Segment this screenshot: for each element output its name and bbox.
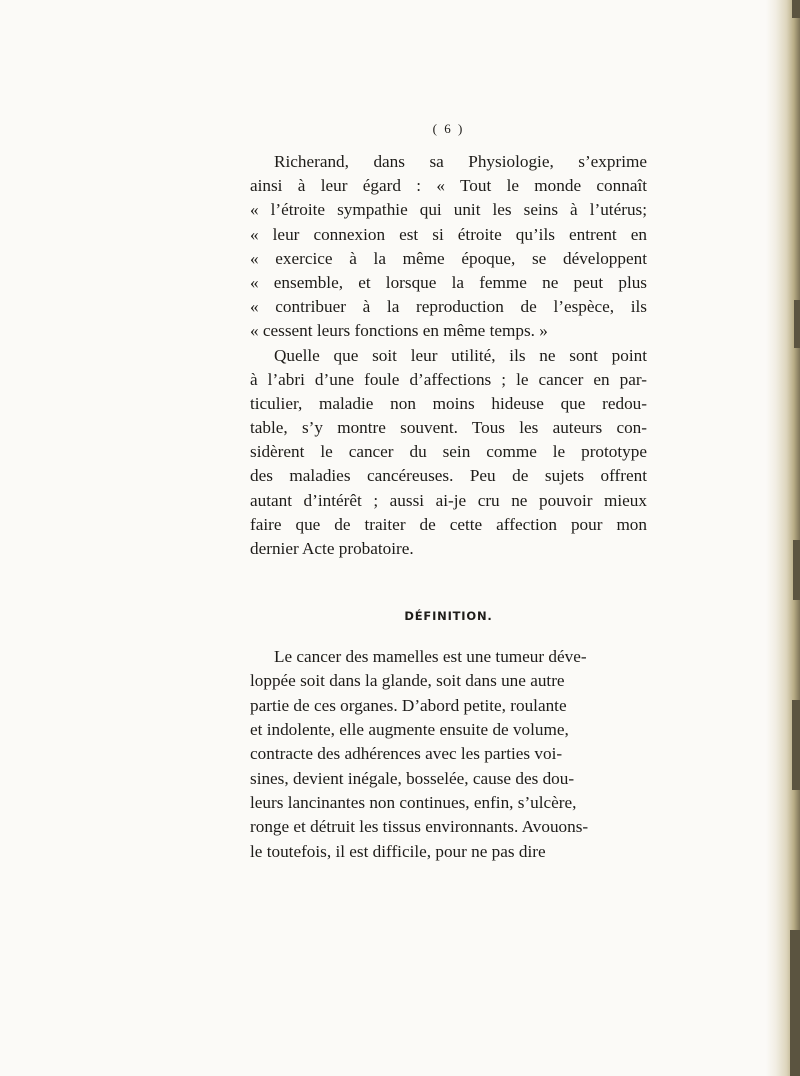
text-line: loppée soit dans la glande, soit dans une autre [250, 671, 565, 691]
text-line: Richerand, dans sa Physiologie, s’exprime [274, 152, 647, 171]
edge-mark [790, 930, 800, 1076]
edge-mark [792, 700, 800, 790]
page-binding-shadow [766, 0, 800, 1076]
text-line: ronge et détruit les tissus environnants. Avouons- [250, 817, 589, 837]
edge-mark [794, 300, 800, 348]
text-line: sines, devient inégale, bosselée, cause des dou- [250, 768, 575, 788]
text-line: des maladies cancéreuses. Peu de sujets offrent [250, 466, 647, 486]
text-line: à l’abri d’une foule d’affections ; le cancer en par- [250, 369, 647, 389]
text-line: « ensemble, et lorsque la femme ne peut plus [250, 272, 647, 292]
text-line: ainsi à leur égard : « Tout le monde connaît [250, 176, 647, 196]
text-line: le toutefois, il est difficile, pour ne pas dire [250, 841, 546, 861]
text-block [250, 118, 647, 864]
text-line: « l’étroite sympathie qui unit les seins à l’utérus; [250, 200, 647, 220]
text-line: faire que de traiter de cette affection pour mon [250, 514, 647, 534]
text-line: « cessent leurs fonctions en même temps. » [250, 321, 548, 341]
definition-paragraph [250, 645, 647, 864]
page-number: ( 6 ) [432, 121, 465, 136]
text-line: « exercice à la même époque, se développent [250, 248, 647, 268]
text-line: ticulier, maladie non moins hideuse que redou- [250, 393, 647, 413]
text-line: sidèrent le cancer du sein comme le prototype [250, 442, 647, 462]
text-line: partie de ces organes. D’abord petite, roulante [250, 695, 567, 715]
intro-paragraph [250, 150, 647, 561]
text-line: Le cancer des mamelles est une tumeur déve- [274, 647, 587, 667]
edge-mark [793, 540, 800, 600]
text-line: contracte des adhérences avec les parties voi- [250, 744, 563, 764]
text-line: dernier Acte probatoire. [250, 539, 414, 558]
text-line: leurs lancinantes non continues, enfin, s’ulcère, [250, 792, 577, 812]
edge-mark [792, 0, 800, 18]
section-heading: DÉFINITION. [404, 609, 493, 624]
text-line: « leur connexion est si étroite qu’ils entrent en [250, 224, 647, 244]
text-line: table, s’y montre souvent. Tous les auteurs con- [250, 418, 647, 438]
text-line: autant d’intérêt ; aussi ai-je cru ne pouvoir mieux [250, 490, 647, 510]
text-line: et indolente, elle augmente ensuite de volume, [250, 720, 569, 740]
text-line: « contribuer à la reproduction de l’espèce, ils [250, 297, 647, 317]
text-line: Quelle que soit leur utilité, ils ne sont point [274, 345, 647, 365]
